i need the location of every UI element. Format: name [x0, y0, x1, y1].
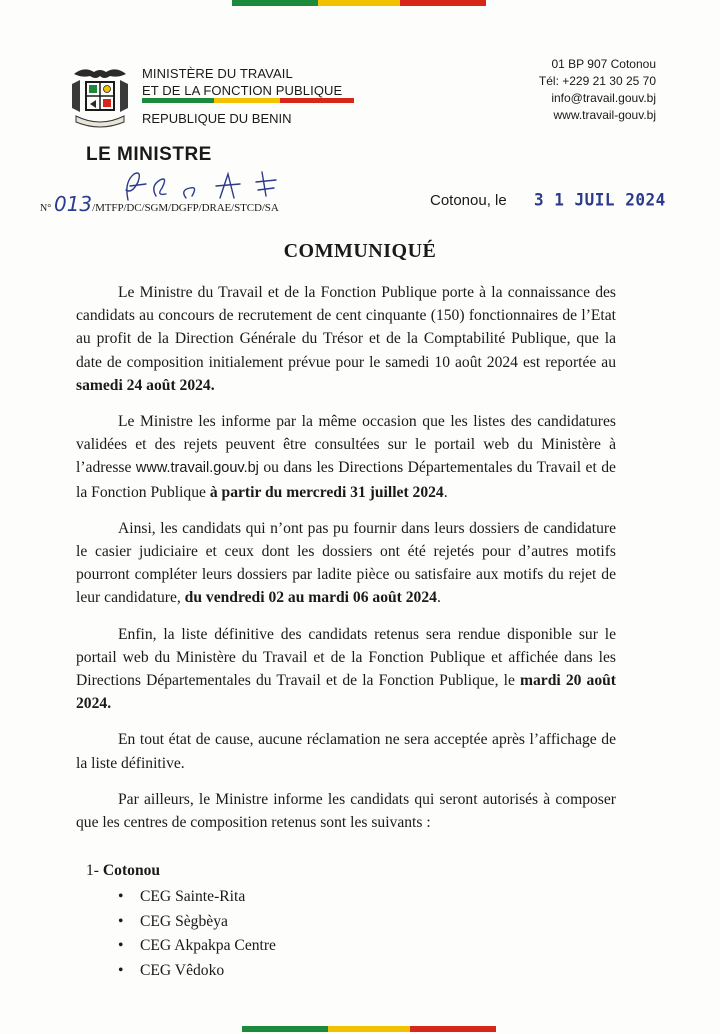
p4-text: Enfin, la liste définitive des candidats retenus sera rendue disponible sur le portail web du Ministère du Travail et de la Fonction Publique et affichée dans les Directions Départementales du Travail et de la Fonction Publique, le — [76, 625, 616, 690]
place-label: Cotonou, le — [430, 192, 507, 209]
republic-name: REPUBLIQUE DU BENIN — [142, 111, 292, 126]
paragraph-4 — [76, 623, 616, 716]
centres-city-heading — [86, 859, 276, 883]
stripe-yellow — [328, 1026, 410, 1032]
list-item: • CEG Sainte-Rita — [118, 885, 276, 910]
address-web: www.travail-gouv.bj — [553, 108, 656, 122]
exam-centres — [86, 859, 276, 983]
reference-number — [40, 192, 279, 216]
reference-handwritten-number: 013 — [53, 192, 93, 216]
list-item: • CEG Vêdoko — [118, 959, 276, 984]
p4-bold-date: mardi 20 août 2024. — [76, 672, 616, 713]
p3-end: . — [436, 589, 441, 607]
address-tel: Tél: +229 21 30 25 70 — [538, 74, 656, 88]
reference-code: /MTFP/DC/SGM/DGFP/DRAE/STCD/SA — [92, 202, 279, 214]
paragraph-6: Par ailleurs, le Ministre informe les candidats qui seront autorisés à composer que les centres de composition retenus sont les suivants : — [76, 790, 616, 832]
centres-number: 1- — [86, 862, 103, 879]
address-bp: 01 BP 907 Cotonou — [551, 57, 656, 71]
date-stamp: 3 1 JUIL 2024 — [534, 189, 666, 210]
portal-url: www.travail.gouv.bj — [135, 460, 259, 477]
stripe-green — [142, 98, 214, 103]
p3-bold-date: du vendredi 02 au mardi 06 août 2024 — [184, 589, 437, 607]
ministry-line-2: ET DE LA FONCTION PUBLIQUE — [142, 83, 343, 98]
list-item: • CEG Sègbèya — [118, 910, 276, 935]
p1-text: Le Ministre du Travail et de la Fonction Publique porte à la connaissance des candidats au concours de recrutement de cent cinquante (150) fonctionnaires de l’Etat au profit de la Direction Générale du Trésor et de la Comptabilité Publique, que la date de composition initialement prévue pour le samedi 10 août 2024 est reportée au — [76, 284, 616, 371]
p2-bold-date: à partir du mercredi 31 juillet 2024 — [209, 483, 444, 501]
top-flag-stripe — [0, 0, 720, 6]
p2-end: . — [443, 483, 448, 501]
minister-title: LE MINISTRE — [86, 144, 212, 165]
reference-prefix: N° — [40, 203, 52, 214]
ministry-flag-stripe — [142, 98, 354, 103]
benin-coat-of-arms-icon — [66, 64, 134, 130]
centres-city: Cotonou — [102, 862, 161, 879]
paragraph-5: En tout état de cause, aucune réclamation ne sera acceptée après l’affichage de la liste définitive. — [76, 731, 616, 772]
document-title: COMMUNIQUÉ — [283, 240, 437, 262]
stripe-yellow — [318, 0, 400, 6]
stripe-red — [280, 98, 354, 103]
address-email: info@travail.gouv.bj — [551, 91, 656, 105]
p3-text: Ainsi, les candidats qui n’ont pas pu fournir dans leurs dossiers de candidature le casier judiciaire et ceux dont les dossiers ont été rejetés pour d’autres motifs pourront compléter leurs dossiers par ladite pièce ou satisfaire aux motifs du rejet de leur candidature, — [76, 519, 616, 607]
paragraph-1 — [76, 281, 616, 397]
stripe-red — [410, 1026, 496, 1032]
bottom-flag-stripe — [0, 1026, 720, 1032]
ministry-line-1: MINISTÈRE DU TRAVAIL — [142, 66, 293, 81]
list-item: • CEG Akpakpa Centre — [118, 934, 276, 959]
p1-bold-date: samedi 24 août 2024. — [76, 376, 215, 394]
stripe-green — [232, 0, 318, 6]
address-block — [539, 56, 656, 124]
stripe-red — [400, 0, 486, 6]
centres-list — [86, 885, 276, 983]
communique-body — [76, 281, 616, 847]
stripe-yellow — [214, 98, 280, 103]
ministry-name — [142, 65, 342, 99]
p2-text: Le Ministre les informe par la même occasion que les listes des candidatures validées et des rejets peuvent être consultées sur le portail web du Ministère à l’adresse — [76, 413, 616, 477]
paragraph-2 — [76, 410, 616, 504]
stripe-green — [242, 1026, 328, 1032]
paragraph-3 — [76, 517, 616, 610]
p2-text-2: ou dans les Directions Départementales du Travail et de la Fonction Publique — [76, 459, 616, 501]
